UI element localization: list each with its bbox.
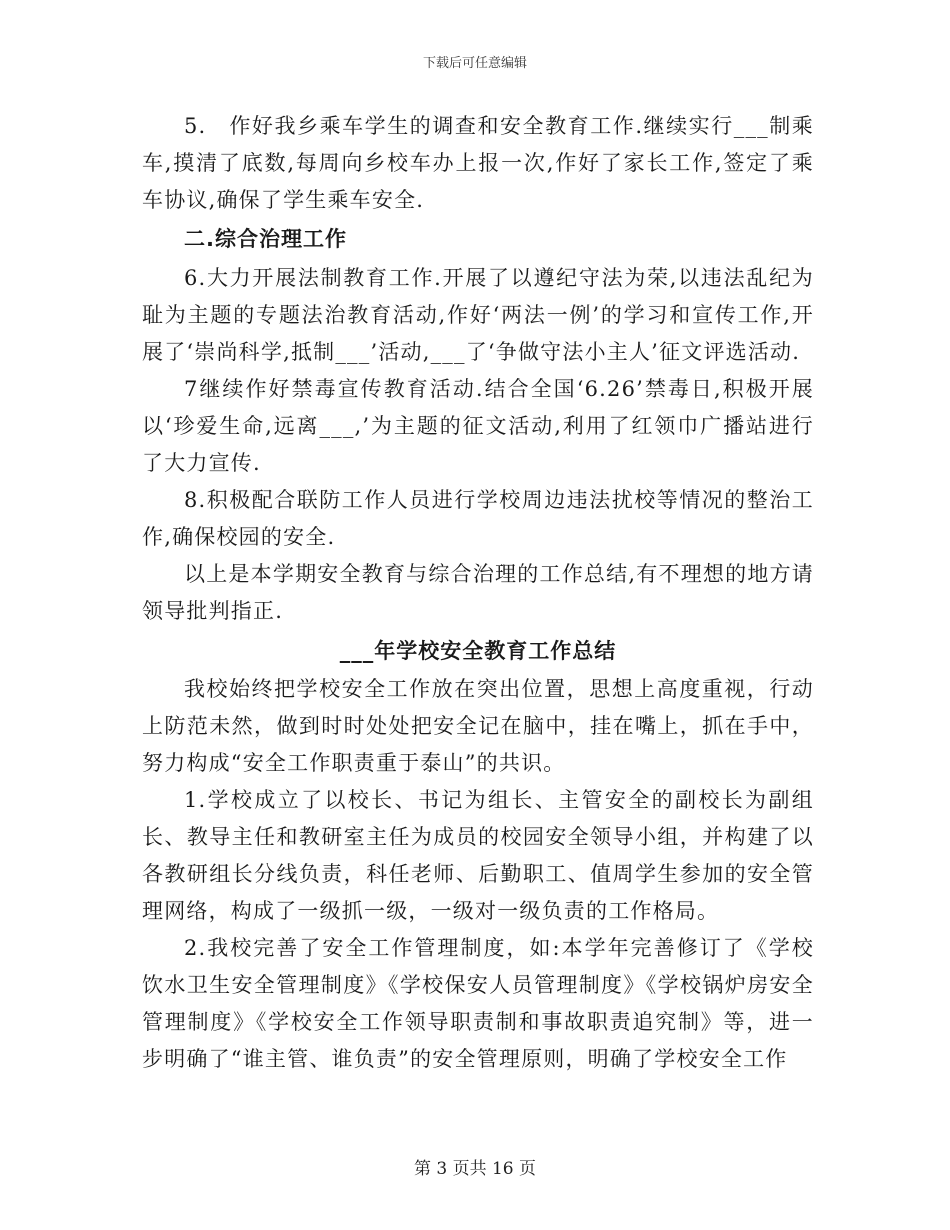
paragraph-item-8: 8.积极配合联防工作人员进行学校周边违法扰校等情况的整治工作,确保校园的安全. bbox=[142, 488, 814, 549]
paragraph-item-7: 7继续作好禁毒宣传教育活动.结合全国‘6.26’禁毒日,积极开展以‘珍爱生命,远离___,’为主题的征文活动,利用了红领巾广播站进行了大力宣传. bbox=[142, 377, 814, 475]
document-body bbox=[142, 108, 814, 1078]
document-title-safety-summary: ___年学校安全教育工作总结 bbox=[339, 639, 617, 663]
paragraph-intro: 我校始终把学校安全工作放在突出位置，思想上高度重视，行动上防范未然，做到时时处处把安全记在脑中，挂在嘴上，抓在手中，努力构成“安全工作职责重于泰山”的共识。 bbox=[142, 677, 814, 775]
paragraph-item-2: 2.我校完善了安全工作管理制度，如:本学年完善修订了《学校饮水卫生安全管理制度》《学校保安人员管理制度》《学校锅炉房安全管理制度》《学校安全工作领导职责制和事故职责追究制》等，进一步明确了“谁主管、谁负责”的安全管理原则，明确了学校安全工作 bbox=[142, 936, 814, 1071]
section-heading-comprehensive-governance: 二.综合治理工作 bbox=[184, 227, 347, 251]
paragraph-item-5: 5. 作好我乡乘车学生的调查和安全教育工作.继续实行___制乘车,摸清了底数,每周向乡校车办上报一次,作好了家长工作,签定了乘车协议,确保了学生乘车安全. bbox=[142, 114, 814, 212]
paragraph-item-1: 1.学校成立了以校长、书记为组长、主管安全的副校长为副组长、教导主任和教研室主任为成员的校园安全领导小组，并构建了以各教研组长分线负责，科任老师、后勤职工、值周学生参加的安全管理网络，构成了一级抓一级，一级对一级负责的工作格局。 bbox=[142, 788, 814, 923]
paragraph-item-6: 6.大力开展法制教育工作.开展了以遵纪守法为荣,以违法乱纪为耻为主题的专题法治教育活动,作好‘两法一例’的学习和宣传工作,开展了‘崇尚科学,抵制___’活动,___了‘争做守法小主人’征文评选活动. bbox=[142, 266, 814, 364]
paragraph-summary: 以上是本学期安全教育与综合治理的工作总结,有不理想的地方请领导批判指正. bbox=[142, 562, 814, 623]
page-number-footer: 第 3 页共 16 页 bbox=[413, 1159, 537, 1179]
page-header: 下载后可任意编辑 bbox=[422, 56, 527, 71]
